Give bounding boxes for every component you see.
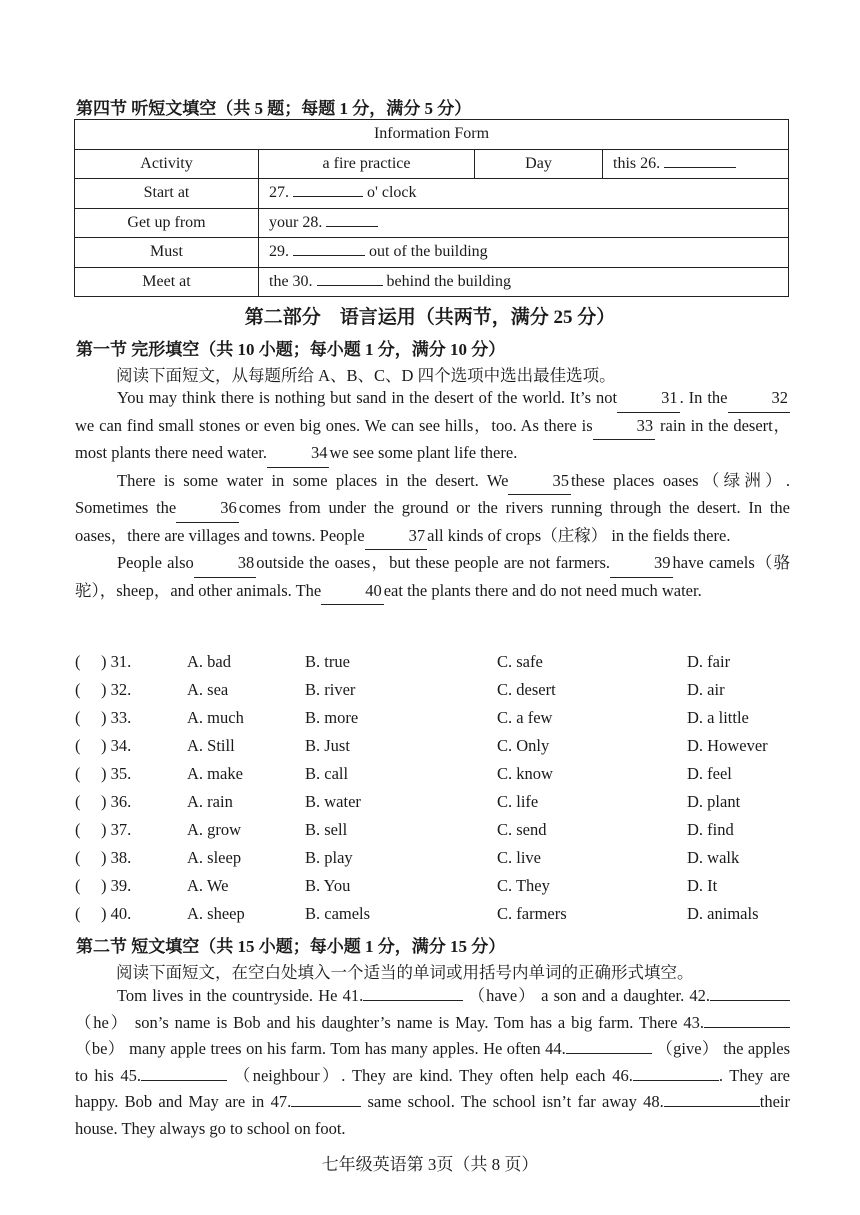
hint-be: （be） — [75, 1039, 125, 1058]
form-value: a fire practice — [259, 149, 475, 179]
option-row — [75, 736, 795, 762]
option-a[interactable]: A. make — [187, 764, 243, 783]
fill-blank-48[interactable] — [664, 1106, 760, 1107]
option-row — [75, 652, 795, 678]
option-row — [75, 708, 795, 734]
form-label: Meet at — [75, 267, 259, 297]
fill-instruction: 阅读下面短文，在空白处填入一个适当的单词或用括号内单词的正确形式填空。 — [116, 963, 694, 982]
fill-passage — [75, 983, 790, 1142]
fill-blank-42[interactable] — [710, 1000, 790, 1001]
option-a[interactable]: A. sheep — [187, 904, 245, 923]
option-d[interactable]: D. animals — [687, 904, 759, 923]
hint-give: （give） — [656, 1039, 719, 1058]
option-d[interactable]: D. It — [687, 876, 718, 895]
cloze-blank-31[interactable]: 31 — [617, 385, 680, 413]
form-label-day: Day — [475, 149, 603, 179]
cloze-blank-40[interactable]: 40 — [321, 578, 384, 606]
form-title: Information Form — [75, 120, 789, 150]
option-c[interactable]: C. They — [497, 876, 550, 895]
cloze-blank-33[interactable]: 33 — [593, 413, 656, 441]
hint-neighbour: （neighbour） — [233, 1065, 342, 1085]
answer-paren[interactable]: ( — [75, 848, 81, 867]
option-b[interactable]: B. camels — [305, 904, 371, 923]
form-label: Must — [75, 238, 259, 268]
option-b[interactable]: B. play — [305, 848, 353, 867]
option-a[interactable]: A. sea — [187, 680, 229, 699]
cloze-section-title: 第一节 完形填空（共 10 小题；每小题 1 分，满分 10 分） — [76, 340, 506, 359]
form-value — [259, 267, 789, 297]
form-value — [259, 179, 789, 209]
question-number: ) 40. — [101, 904, 132, 923]
answer-paren[interactable]: ( — [75, 820, 81, 839]
form-row-start — [75, 179, 789, 209]
option-c[interactable]: C. safe — [497, 652, 543, 671]
form-value — [259, 238, 789, 268]
cloze-paragraph-2: There is some water in some places in the desert. We 35 these places oases（绿洲）. Sometimes the 36 comes from under the ground or the rivers running through the desert. In the oases，there are villages and towns. People 37 all kinds of crops（庄稼） in the fields there. — [75, 468, 790, 551]
option-row — [75, 792, 795, 818]
form-row-must — [75, 238, 789, 268]
fill-blank-47[interactable] — [291, 1106, 361, 1107]
option-row — [75, 820, 795, 846]
item-number: the 30. — [269, 272, 313, 290]
option-a[interactable]: A. bad — [187, 652, 231, 671]
option-c[interactable]: C. a few — [497, 708, 553, 727]
option-d[interactable]: D. a little — [687, 708, 749, 727]
cloze-paragraph-3: People also 38 outside the oases，but these people are not farmers. 39 have camels（骆驼），sheep，and other animals. The 40 eat the plants there and do not need much water. — [75, 550, 790, 605]
form-label: Get up from — [75, 208, 259, 238]
option-d[interactable]: D. find — [687, 820, 734, 839]
form-text: out of the building — [369, 243, 488, 261]
page-footer: 七年级英语第 3页（共 8 页） — [321, 1155, 539, 1174]
option-b[interactable]: B. true — [305, 652, 350, 671]
item-number: your 28. — [269, 213, 323, 231]
option-d[interactable]: D. However — [687, 736, 768, 755]
option-b[interactable]: B. river — [305, 680, 356, 699]
blank-29[interactable] — [293, 255, 365, 256]
item-number: 29. — [269, 243, 289, 261]
option-row — [75, 680, 795, 706]
fill-blank-41[interactable] — [363, 1000, 463, 1001]
fill-blank-44[interactable] — [566, 1053, 652, 1054]
option-c[interactable]: C. farmers — [497, 904, 567, 923]
option-c[interactable]: C. know — [497, 764, 553, 783]
option-d[interactable]: D. walk — [687, 848, 740, 867]
hint-have: （have） — [468, 986, 536, 1005]
answer-paren[interactable]: ( — [75, 652, 81, 671]
form-label: Start at — [75, 179, 259, 209]
question-number: ) 39. — [101, 876, 132, 895]
cloze-instruction: 阅读下面短文，从每题所给 A、B、C、D 四个选项中选出最佳选项。 — [116, 366, 616, 385]
fill-blank-43[interactable] — [704, 1027, 790, 1028]
option-row — [75, 764, 795, 790]
cloze-blank-38[interactable]: 38 — [194, 550, 257, 578]
form-value-day — [603, 149, 789, 179]
question-number: ) 32. — [101, 680, 132, 699]
option-a[interactable]: A. rain — [187, 792, 233, 811]
blank-28[interactable] — [326, 226, 378, 227]
option-a[interactable]: A. sleep — [187, 848, 242, 867]
question-number: ) 34. — [101, 736, 132, 755]
blank-27[interactable] — [293, 196, 363, 197]
answer-paren[interactable]: ( — [75, 736, 81, 755]
option-b[interactable]: B. call — [305, 764, 349, 783]
form-row-getup — [75, 208, 789, 238]
answer-paren[interactable]: ( — [75, 904, 81, 923]
answer-paren[interactable]: ( — [75, 792, 81, 811]
part-two-title: 第二部分 语言运用（共两节，满分 25 分） — [244, 307, 616, 328]
blank-30[interactable] — [317, 285, 383, 286]
option-b[interactable]: B. water — [305, 792, 361, 811]
option-b[interactable]: B. sell — [305, 820, 348, 839]
question-number: ) 37. — [101, 820, 132, 839]
cloze-blank-39[interactable]: 39 — [610, 550, 673, 578]
option-c[interactable]: C. desert — [497, 680, 556, 699]
day-text: this 26. — [613, 154, 661, 172]
information-form-table — [74, 119, 789, 297]
fill-blank-45[interactable] — [141, 1080, 227, 1081]
option-b[interactable]: B. more — [305, 708, 359, 727]
answer-paren[interactable]: ( — [75, 764, 81, 783]
option-b[interactable]: B. You — [305, 876, 351, 895]
option-c[interactable]: C. Only — [497, 736, 550, 755]
option-row — [75, 904, 795, 930]
cloze-blank-37[interactable]: 37 — [365, 523, 428, 551]
cloze-blank-34[interactable]: 34 — [267, 440, 330, 468]
option-a[interactable]: A. much — [187, 708, 244, 727]
question-number: ) 35. — [101, 764, 132, 783]
hint-he: （he） — [75, 1012, 129, 1032]
fill-section-title: 第二节 短文填空（共 15 小题；每小题 1 分，满分 15 分） — [76, 937, 506, 956]
form-value — [259, 208, 789, 238]
option-d[interactable]: D. air — [687, 680, 725, 699]
item-number: 27. — [269, 184, 289, 202]
cloze-paragraph-1: You may think there is nothing but sand in the desert of the world. It’s not 31 . In the 32we can find small stones or even big ones. We can see hills，too. As there is 33 rain in the desert，most plants there need water. 34 we see some plant life there. — [75, 385, 790, 468]
form-text: behind the building — [386, 272, 511, 290]
option-c[interactable]: C. life — [497, 792, 539, 811]
option-d[interactable]: D. plant — [687, 792, 741, 811]
option-d[interactable]: D. fair — [687, 652, 731, 671]
fill-blank-46[interactable] — [633, 1080, 719, 1081]
option-row — [75, 848, 795, 874]
fill-paragraph: Tom lives in the countryside. He 41. （have） a son and a daughter. 42. （he） son’s name is Bob and his daughter’s name is May. Tom has a big farm. There 43. （be） many apple trees on his farm. Tom has many apples. He often 44. （give） the apples to his 45. （neighbour）. They are kind. They often help each 46. . They are happy. Bob and May are in 47. same school. The school isn’t far away 48. their house. They always go to school on foot. — [75, 986, 791, 1138]
cloze-blank-35[interactable]: 35 — [508, 468, 571, 496]
option-c[interactable]: C. live — [497, 848, 541, 867]
cloze-blank-32[interactable]: 32 — [728, 385, 791, 413]
question-number: ) 33. — [101, 708, 132, 727]
form-row-meet — [75, 267, 789, 297]
option-b[interactable]: B. Just — [305, 736, 350, 755]
answer-paren[interactable]: ( — [75, 708, 81, 727]
form-text: o' clock — [367, 184, 417, 202]
answer-paren[interactable]: ( — [75, 876, 81, 895]
answer-paren[interactable]: ( — [75, 680, 81, 699]
question-number: ) 31. — [101, 652, 132, 671]
option-a[interactable]: A. grow — [187, 820, 242, 839]
question-number: ) 38. — [101, 848, 132, 867]
option-a[interactable]: A. We — [187, 876, 229, 895]
question-number: ) 36. — [101, 792, 132, 811]
option-c[interactable]: C. send — [497, 820, 547, 839]
blank-26[interactable] — [664, 167, 736, 168]
form-row-activity — [75, 149, 789, 179]
cloze-passage — [75, 385, 790, 605]
option-d[interactable]: D. feel — [687, 764, 732, 783]
option-a[interactable]: A. Still — [187, 736, 235, 755]
cloze-blank-36[interactable]: 36 — [176, 495, 239, 523]
form-label: Activity — [75, 149, 259, 179]
section-four-title: 第四节 听短文填空（共 5 题；每题 1 分，满分 5 分） — [76, 99, 472, 118]
option-row — [75, 876, 795, 902]
